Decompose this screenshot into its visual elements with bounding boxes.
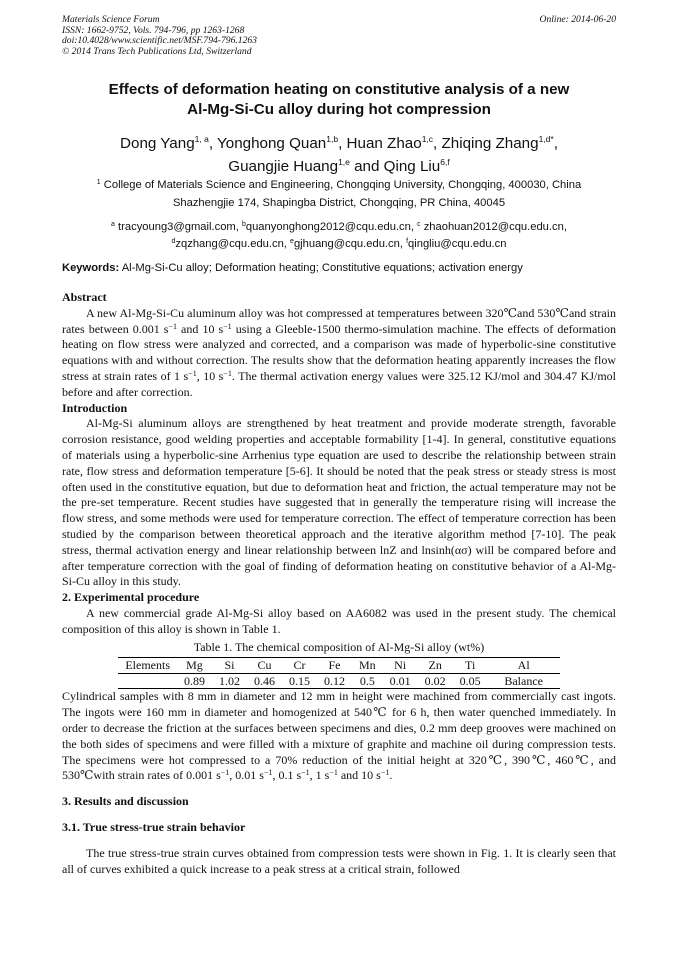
keywords [62, 261, 616, 275]
issn-line: ISSN: 1662-9752, Vols. 794-796, pp 1263-1268 [62, 24, 245, 36]
copyright-line: © 2014 Trans Tech Publications Ltd, Switzerland [62, 45, 252, 57]
table-header-cell: Mg [177, 658, 212, 674]
author-affil-mark: 1,c [421, 134, 434, 144]
affiliation-text: College of Materials Science and Engineering, Chongqing University, Chongqing, 400030, China [103, 179, 582, 191]
author-name: Guangjie Huang [228, 158, 339, 175]
email-address[interactable]: zhaohuan2012@cqu.edu.cn, [423, 221, 567, 233]
table-header-cell: Si [212, 658, 247, 674]
introduction-paragraph: Al-Mg-Si aluminum alloys are strengthened by heat treatment and provide moderate strength, favorable corrosion resistance, good welding properties and acceptable formability [1-4]. In general, constitutive equations of materials using a hyperbolic-sine Arrhenius type equation are used to describe the relationship between strain rate, flow stress and deformation temperature [5-6]. It should be noted that the peak stress or steady stress is most often used in the constitutive equation, but due to deformation heat and friction, the actual temperature may not be the pre-set temperature. Recent studies have suggested that in generally the temperature rising will increase the flow stress, and some methods were used for temperature correction. The effect of temperature correction has been studied by the comparison between theoretical approach and the iterative algorithm method [7-10]. The peak stress, thermal activation energy and linear relationship between lnZ and lnsinh(ασ) will be compared before and after temperature correction with the goal of finding of deformation heating on constitutive behavior of a Al-Mg-Si-Cu alloy in this study. [62, 416, 616, 589]
journal-name: Materials Science Forum [62, 14, 160, 25]
table-cell [118, 673, 177, 689]
table-header-cell: Fe [317, 658, 352, 674]
email-mark: a [111, 221, 115, 228]
table-caption: Table 1. The chemical composition of Al-Mg-Si alloy (wt%) [193, 639, 485, 654]
results-paragraph: The true stress-true strain curves obtained from compression tests were shown in Fig. 1. It is clearly seen that all of curves exhibited a quick increase to a peak stress at a critical strain, followed [62, 845, 616, 876]
abstract-heading: Abstract [62, 290, 107, 304]
email-mark: d [171, 237, 176, 245]
author-separator: , [433, 135, 442, 152]
table-cell: 0.46 [247, 673, 282, 689]
email-address[interactable]: qingliu@cqu.edu.cn [408, 237, 507, 250]
experimental-heading: 2. Experimental procedure [62, 590, 200, 605]
table-header-cell: Elements [118, 658, 177, 674]
table-header-row [118, 658, 559, 674]
composition-table [118, 657, 559, 689]
author-separator: , [338, 135, 347, 152]
author-name: Zhiqing Zhang [441, 135, 539, 152]
results-heading: 3. Results and discussion [62, 794, 189, 809]
table-header-cell: Ti [453, 658, 488, 674]
paper-body [62, 290, 616, 877]
sample-preparation-paragraph: Cylindrical samples with 8 mm in diameter and 12 mm in height were machined from commercially cast ingots. The ingots were 160 mm in diameter and homogenized at 540℃ for 6 h, then water quenched immediately. In order to decrease the friction at the surfaces between specimens and dies, 0.2 mm deep grooves were machined on the both sides of specimens and were filled with a mixture of graphite and machine oil during compression tests. The specimens were hot compressed to a 70% reduction of the initial height at 320℃, 390℃, 460℃, and 530℃with strain rates of 0.001 $s^{-1}$, 0.01 $s^{-1}$, 0.1 $s^{-1}$, 1 $s^{-1}$ and 10 $s^{-1}$. [62, 689, 616, 783]
author-list [62, 130, 616, 176]
author-affil-mark: 1,e [338, 157, 350, 167]
author-name: Huan Zhao [346, 135, 422, 152]
affiliation-line-1 [62, 176, 616, 192]
table-cell: Balance [488, 673, 560, 689]
table-cell: 0.5 [352, 673, 383, 689]
table-header-cell: Ni [383, 658, 418, 674]
table-cell: 0.01 [383, 673, 418, 689]
experimental-paragraph: A new commercial grade Al-Mg-Si alloy based on AA6082 was used in the present study. The chemical composition of this alloy is shown in Table 1. [62, 605, 616, 636]
table-cell: 1.02 [212, 673, 247, 689]
author-affil-mark: 1,b [326, 134, 339, 144]
online-date: Online: 2014-06-20 [539, 14, 616, 25]
table-header-cell: Al [488, 658, 560, 674]
table-cell: 0.05 [453, 673, 488, 689]
affiliation-mark: 1 [96, 179, 101, 186]
table-row [118, 673, 559, 689]
subsection-heading: 3.1. True stress-true strain behavior [62, 819, 246, 834]
email-mark: c [417, 221, 421, 228]
email-address[interactable]: tracyoung3@gmail.com, [118, 221, 242, 233]
author-separator: and [349, 158, 384, 175]
keywords-text: Al-Mg-Si-Cu alloy; Deformation heating; Constitutive equations; activation energy [121, 262, 523, 274]
abstract-paragraph: A new Al-Mg-Si-Cu aluminum alloy was hot compressed at temperatures between 320℃and 530℃and strain rates between 0.001 $s^{-1}$ and 10 $s^{-1}$ using a Gleeble-1500 thermo-simulation machine. The effects of deformation heating on flow stress were analyzed and corrected, and a comparison was made of hyperbolic-sine constitutive equations with and without correction. The results show that the deformation heating apparently increases the flow stress at strain rates of 1 $s^{-1}$, 10 $s^{-1}$. The thermal activation energy values were 325.12 KJ/mol and 304.47 KJ/mol before and after correction. [62, 305, 616, 399]
author-separator: , [208, 135, 218, 152]
author-affil-mark: 6,f [440, 157, 450, 167]
table-cell: 0.12 [317, 673, 352, 689]
email-list [62, 218, 616, 251]
author-affil-mark: 1, a [194, 134, 209, 144]
author-name: Qing Liu [383, 158, 441, 175]
email-mark: f [406, 237, 409, 245]
title-line-2: Al-Mg-Si-Cu alloy during hot compression [187, 100, 491, 118]
table-header-cell: Cu [247, 658, 282, 674]
journal-header [62, 15, 442, 57]
table-cell: 0.02 [418, 673, 453, 689]
email-address[interactable]: gjhuang@cqu.edu.cn, [293, 237, 407, 250]
title-line-1: Effects of deformation heating on constitutive analysis of a new [108, 81, 570, 98]
introduction-heading: Introduction [62, 400, 128, 415]
author-affil-mark: 1,d* [538, 134, 554, 144]
affiliation-line-2: Shazhengjie 174, Shapingba District, Chongqing, PR China, 40045 [172, 197, 506, 209]
paper-title [62, 80, 616, 119]
table-header-cell: Mn [352, 658, 383, 674]
author-name: Dong Yang [120, 135, 195, 152]
keywords-label: Keywords: [62, 262, 120, 274]
email-address[interactable]: quanyonghong2012@cqu.edu.cn, [245, 221, 418, 233]
table-header-cell: Cr [282, 658, 317, 674]
email-mark: b [241, 221, 246, 228]
author-name: Yonghong Quan [217, 135, 327, 152]
email-address[interactable]: zqzhang@cqu.edu.cn, [175, 237, 291, 250]
table-header-cell: Zn [418, 658, 453, 674]
doi-line: doi:10.4028/www.scientific.net/MSF.794-796.1263 [62, 35, 257, 47]
email-mark: e [290, 237, 294, 245]
author-separator: , [553, 135, 558, 152]
table-cell: 0.15 [282, 673, 317, 689]
table-cell: 0.89 [177, 673, 212, 689]
